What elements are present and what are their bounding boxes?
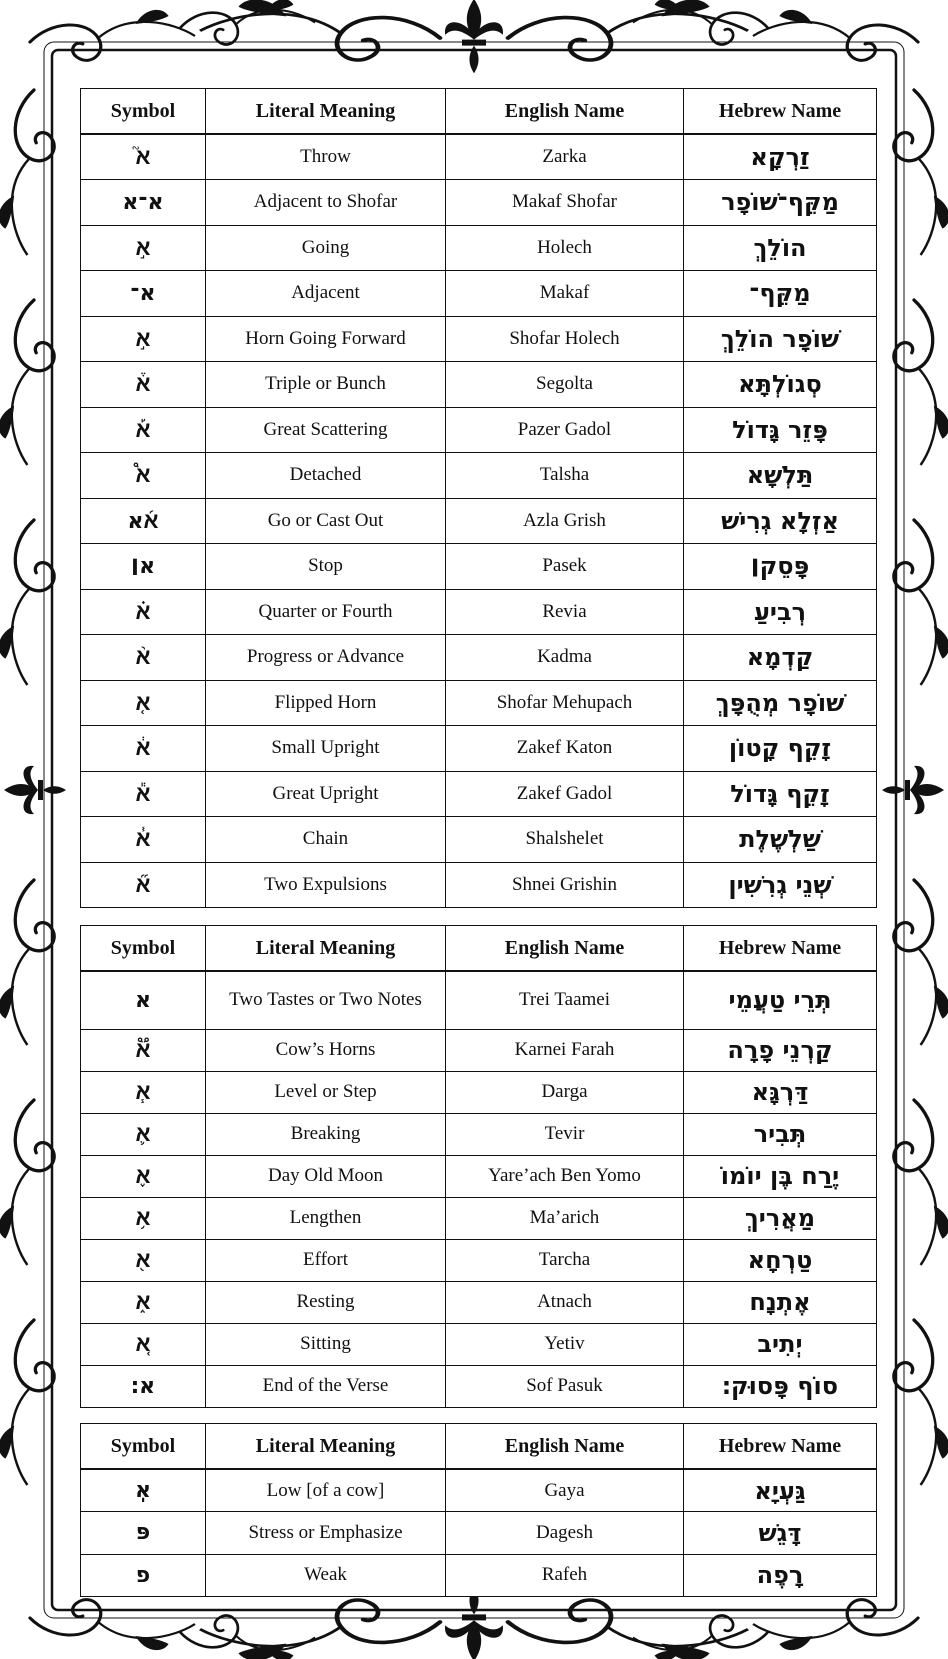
literal-meaning-cell: Triple or Bunch [206,362,446,408]
literal-meaning-cell: Cow’s Horns [206,1029,446,1071]
table-row [81,771,877,817]
cantillation-symbol: א֓ [81,817,206,863]
hebrew-name-cell: יְתִיב [684,1323,877,1365]
table-header-row [81,89,877,135]
cantillation-symbol: א֜א [81,498,206,544]
header-literal-meaning: Literal Meaning [206,926,446,972]
hebrew-name-cell: שׁוֹפָר הוֹלֵךְ [684,316,877,362]
header-hebrew-name: Hebrew Name [684,89,877,135]
literal-meaning-cell: Stress or Emphasize [206,1512,446,1555]
header-literal-meaning: Literal Meaning [206,89,446,135]
english-name-cell: Shofar Holech [446,316,684,362]
table-row [81,726,877,772]
cantillation-symbol: א֕ [81,771,206,817]
english-name-cell: Segolta [446,362,684,408]
literal-meaning-cell: Two Expulsions [206,862,446,908]
english-name-cell: Darga [446,1071,684,1113]
literal-meaning-cell: Detached [206,453,446,499]
table-row [81,1197,877,1239]
english-name-cell: Revia [446,589,684,635]
cantillation-symbol: א֤ [81,680,206,726]
hebrew-name-cell: הוֹלֵךְ [684,225,877,271]
table-row [81,589,877,635]
literal-meaning-cell: Level or Step [206,1071,446,1113]
english-name-cell: Shofar Mehupach [446,680,684,726]
hebrew-name-cell: יֶרַח בֶּן יוֹמוֹ [684,1155,877,1197]
table-row [81,862,877,908]
cantillation-symbol: א֮ [81,134,206,180]
hebrew-name-cell: תְּבִיר [684,1113,877,1155]
literal-meaning-cell: Breaking [206,1113,446,1155]
literal-meaning-cell: Chain [206,817,446,863]
hebrew-name-cell: שְׁנֵי גְרִשִׁין [684,862,877,908]
table-header-row [81,1424,877,1470]
cantillation-symbol: א֟ [81,1029,206,1071]
cantillation-symbol: א׀ [81,544,206,590]
cantillation-symbol: א֑ [81,1281,206,1323]
hebrew-name-cell: סוֹף פָּסוּק׃ [684,1365,877,1407]
header-hebrew-name: Hebrew Name [684,926,877,972]
table-row [81,180,877,226]
cantillation-symbol: אֽ [81,1469,206,1512]
english-name-cell: Pasek [446,544,684,590]
cantillation-symbol: א [81,971,206,1029]
hebrew-name-cell: אֶתְנָח [684,1281,877,1323]
hebrew-name-cell: קַדְמָא [684,635,877,681]
english-name-cell: Shalshelet [446,817,684,863]
cantillation-symbol: א֔ [81,726,206,772]
header-english-name: English Name [446,89,684,135]
literal-meaning-cell: Quarter or Fourth [206,589,446,635]
table-row [81,1113,877,1155]
literal-meaning-cell: Go or Cast Out [206,498,446,544]
english-name-cell: Trei Taamei [446,971,684,1029]
table-row [81,1029,877,1071]
cantillation-table-2 [80,925,877,1408]
table-row [81,1469,877,1512]
header-hebrew-name: Hebrew Name [684,1424,877,1470]
cantillation-symbol: א֞ [81,862,206,908]
english-name-cell: Zakef Gadol [446,771,684,817]
table-row [81,407,877,453]
cantillation-symbol: פּ [81,1512,206,1555]
hebrew-name-cell: קַרְנֵי פָרָה [684,1029,877,1071]
literal-meaning-cell: Progress or Advance [206,635,446,681]
cantillation-symbol: א֣ [81,225,206,271]
english-name-cell: Shnei Grishin [446,862,684,908]
hebrew-name-cell: שׁוֹפָר מְהֻפָּךְ [684,680,877,726]
header-symbol: Symbol [81,89,206,135]
literal-meaning-cell: Low [of a cow] [206,1469,446,1512]
table-row [81,1323,877,1365]
literal-meaning-cell: End of the Verse [206,1365,446,1407]
hebrew-name-cell: מַקֵּף־ [684,271,877,317]
cantillation-symbol: א֡ [81,407,206,453]
english-name-cell: Yare’ach Ben Yomo [446,1155,684,1197]
table-row [81,271,877,317]
literal-meaning-cell: Small Upright [206,726,446,772]
english-name-cell: Zakef Katon [446,726,684,772]
table-row [81,1281,877,1323]
cantillation-symbol: א֣ [81,316,206,362]
english-name-cell: Karnei Farah [446,1029,684,1071]
table-row [81,1512,877,1555]
literal-meaning-cell: Great Upright [206,771,446,817]
cantillation-symbol: א֛ [81,1113,206,1155]
cantillation-symbol: א֧ [81,1071,206,1113]
table-row [81,225,877,271]
literal-meaning-cell: Adjacent to Shofar [206,180,446,226]
english-name-cell: Azla Grish [446,498,684,544]
literal-meaning-cell: Horn Going Forward [206,316,446,362]
hebrew-name-cell: תַּלְשָׁא [684,453,877,499]
hebrew-name-cell: אַזְלָא גְרִישׁ [684,498,877,544]
table-body [81,134,877,908]
hebrew-name-cell: גַּעְיָא [684,1469,877,1512]
table-row [81,134,877,180]
hebrew-name-cell: שַׁלְשֶׁלֶת [684,817,877,863]
table-row [81,362,877,408]
hebrew-name-cell: דַּרְגָּא [684,1071,877,1113]
cantillation-symbol: א֖ [81,1239,206,1281]
cantillation-symbol: א׃ [81,1365,206,1407]
cantillation-symbol: א֚ [81,1323,206,1365]
cantillation-table-3 [80,1423,877,1597]
table-row [81,453,877,499]
cantillation-table-1 [80,88,877,908]
hebrew-name-cell: מַקֵּף־שׁוֹפָר [684,180,877,226]
cantillation-symbol: א֥ [81,1197,206,1239]
header-english-name: English Name [446,926,684,972]
literal-meaning-cell: Weak [206,1554,446,1597]
hebrew-name-cell: פָּזֵר גָּדוֹל [684,407,877,453]
table-body [81,971,877,1407]
english-name-cell: Gaya [446,1469,684,1512]
header-symbol: Symbol [81,926,206,972]
cantillation-symbol: א֗ [81,589,206,635]
literal-meaning-cell: Adjacent [206,271,446,317]
hebrew-name-cell: רָפֶה [684,1554,877,1597]
english-name-cell: Dagesh [446,1512,684,1555]
cantillation-symbol: א֨ [81,635,206,681]
table-row [81,971,877,1029]
english-name-cell: Talsha [446,453,684,499]
table-header-row [81,926,877,972]
cantillation-symbol: א֩ [81,453,206,499]
table-row [81,635,877,681]
table-row [81,1365,877,1407]
literal-meaning-cell: Resting [206,1281,446,1323]
literal-meaning-cell: Great Scattering [206,407,446,453]
english-name-cell: Zarka [446,134,684,180]
literal-meaning-cell: Sitting [206,1323,446,1365]
table-body [81,1469,877,1597]
hebrew-name-cell: זָקֵף גָּדוֹל [684,771,877,817]
hebrew-name-cell: רְבִיעַ [684,589,877,635]
table-row [81,1554,877,1597]
hebrew-name-cell: דָּגֵשׁ [684,1512,877,1555]
cantillation-symbol: א֒ [81,362,206,408]
english-name-cell: Tevir [446,1113,684,1155]
table-row [81,817,877,863]
hebrew-name-cell: מַאֲרִיךְ [684,1197,877,1239]
literal-meaning-cell: Effort [206,1239,446,1281]
table-row [81,316,877,362]
cantillation-symbol: פ [81,1554,206,1597]
literal-meaning-cell: Day Old Moon [206,1155,446,1197]
table-row [81,680,877,726]
english-name-cell: Ma’arich [446,1197,684,1239]
cantillation-symbol: א֪ [81,1155,206,1197]
literal-meaning-cell: Flipped Horn [206,680,446,726]
literal-meaning-cell: Two Tastes or Two Notes [206,971,446,1029]
literal-meaning-cell: Throw [206,134,446,180]
hebrew-name-cell: טַרְחָא [684,1239,877,1281]
cantillation-symbol: א־א [81,180,206,226]
hebrew-name-cell: סְגוֹלְתָּא [684,362,877,408]
header-symbol: Symbol [81,1424,206,1470]
header-literal-meaning: Literal Meaning [206,1424,446,1470]
english-name-cell: Kadma [446,635,684,681]
english-name-cell: Tarcha [446,1239,684,1281]
hebrew-name-cell: תְּרֵי טַעֲמֵי [684,971,877,1029]
literal-meaning-cell: Lengthen [206,1197,446,1239]
table-row [81,544,877,590]
hebrew-name-cell: זַרְקָא [684,134,877,180]
cantillation-symbol: א־ [81,271,206,317]
header-english-name: English Name [446,1424,684,1470]
english-name-cell: Atnach [446,1281,684,1323]
english-name-cell: Makaf Shofar [446,180,684,226]
table-row [81,1155,877,1197]
english-name-cell: Pazer Gadol [446,407,684,453]
literal-meaning-cell: Stop [206,544,446,590]
english-name-cell: Makaf [446,271,684,317]
english-name-cell: Rafeh [446,1554,684,1597]
table-row [81,498,877,544]
english-name-cell: Holech [446,225,684,271]
english-name-cell: Sof Pasuk [446,1365,684,1407]
table-row [81,1239,877,1281]
english-name-cell: Yetiv [446,1323,684,1365]
hebrew-name-cell: פָּסֵק׀ [684,544,877,590]
table-row [81,1071,877,1113]
hebrew-name-cell: זָקֵף קָטוֹן [684,726,877,772]
literal-meaning-cell: Going [206,225,446,271]
